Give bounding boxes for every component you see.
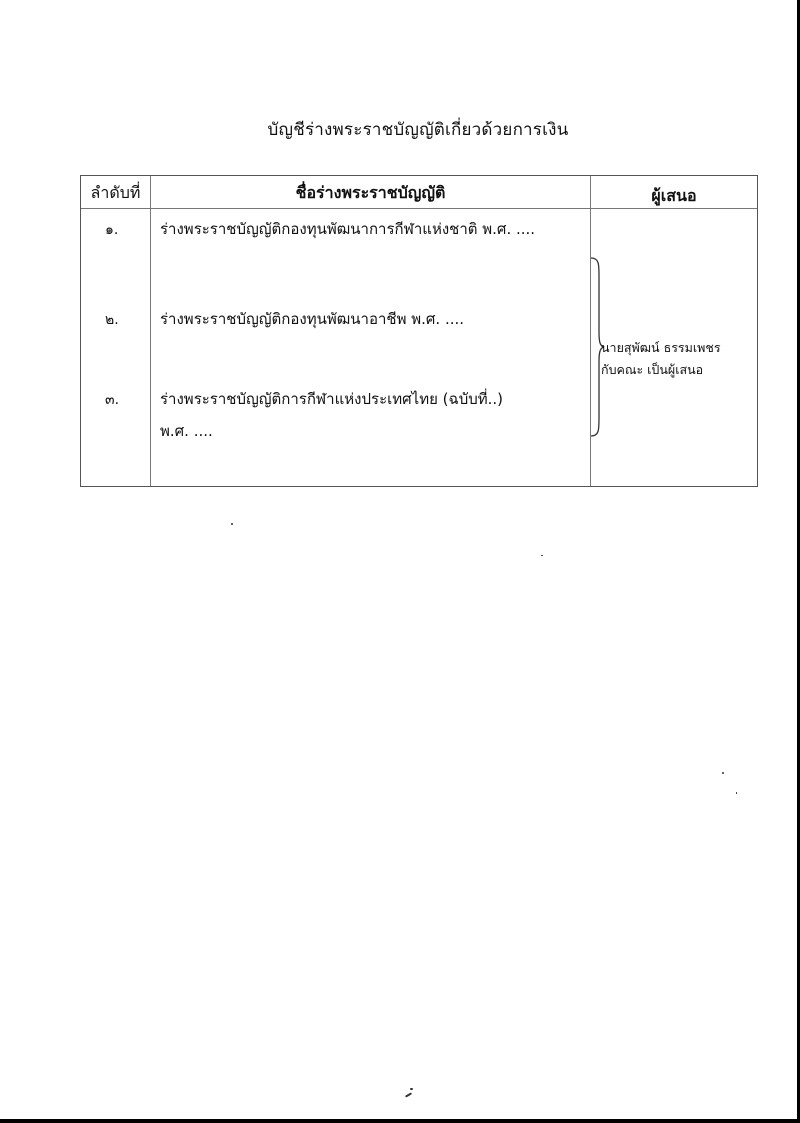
proposer-line: กับคณะ เป็นผู้เสนอ bbox=[601, 362, 704, 377]
header-bill-name: ชื่อร่างพระราชบัญญัติ bbox=[295, 183, 446, 202]
row-number: ๒. bbox=[105, 312, 119, 328]
bill-name-line: ร่างพระราชบัญญัติกองทุนพัฒนาการกีฬาแห่งชาติ พ.ศ. .... bbox=[160, 220, 536, 238]
bill-name-line: ร่างพระราชบัญญัติกองทุนพัฒนาอาชีพ พ.ศ. .... bbox=[160, 310, 465, 328]
row-number: ๓. bbox=[105, 392, 120, 408]
scan-speck bbox=[736, 792, 737, 794]
header-proposer: ผู้เสนอ bbox=[651, 186, 697, 205]
header-order: ลำดับที่ bbox=[90, 183, 141, 202]
page-border-bottom bbox=[0, 1119, 800, 1123]
scan-speck bbox=[722, 772, 724, 774]
scan-speck bbox=[541, 555, 543, 556]
proposer-line: นายสุพัฒน์ ธรรมเพชร bbox=[601, 340, 721, 355]
row-number: ๑. bbox=[105, 222, 119, 238]
scan-speck bbox=[231, 523, 233, 525]
bill-name-line: พ.ศ. .... bbox=[160, 422, 213, 440]
scan-speck bbox=[405, 1092, 412, 1097]
document-title: บัญชีร่างพระราชบัญญัติเกี่ยวด้วยการเงิน bbox=[267, 120, 569, 140]
bill-name-line: ร่างพระราชบัญญัติการกีฬาแห่งประเทศไทย (ฉบับที่..) bbox=[160, 390, 504, 408]
proposer-text bbox=[601, 337, 721, 381]
scan-speck bbox=[410, 1088, 413, 1090]
bills-table bbox=[80, 175, 758, 487]
column-divider-1 bbox=[150, 176, 151, 486]
